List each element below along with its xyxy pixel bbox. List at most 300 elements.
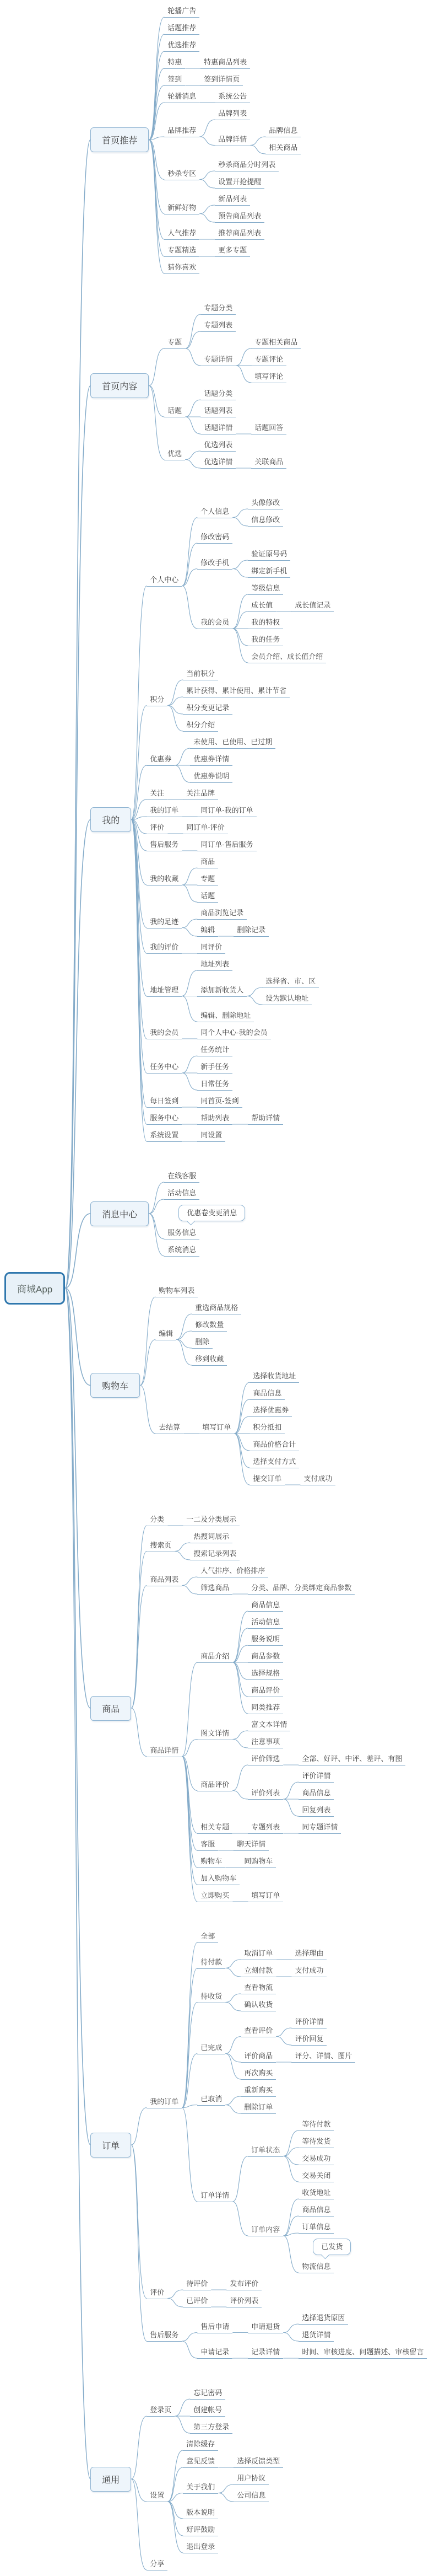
subtopic[interactable]: 选择退货原因 — [299, 2312, 348, 2325]
mind-node — [147, 1514, 405, 1526]
subtopic[interactable]: 话题 — [197, 890, 218, 903]
subtopic[interactable]: 忘记密码 — [190, 2387, 225, 2400]
mind-node — [299, 2119, 334, 2131]
mind-node-labelwrap — [291, 600, 334, 612]
subtopic[interactable]: 签到详情页 — [200, 74, 243, 86]
mind-node — [200, 457, 286, 469]
subtopic[interactable]: 当前积分 — [183, 668, 218, 680]
subtopic[interactable]: 全部 — [197, 1931, 218, 1943]
subtopic[interactable]: 关注 — [147, 788, 167, 800]
subtopic[interactable]: 帮助详情 — [248, 1113, 283, 1125]
subtopic[interactable]: 取消订单 — [241, 1948, 276, 1960]
subtopic[interactable]: 系统设置 — [147, 1130, 182, 1142]
mind-node — [299, 2239, 351, 2273]
subtopic[interactable]: 商品列表 — [147, 1574, 182, 1586]
subtopic[interactable]: 评价详情 — [291, 2016, 327, 2028]
mind-node-labelwrap — [299, 2170, 334, 2182]
subtopic[interactable]: 特惠 — [164, 57, 185, 69]
subtopic[interactable]: 选择规格 — [248, 1668, 283, 1680]
mind-node-children — [248, 2119, 351, 2273]
subtopic[interactable]: 日常任务 — [197, 1078, 232, 1091]
subtopic[interactable]: 热搜词展示 — [190, 1531, 232, 1543]
subtopic[interactable]: 已完成 — [197, 2042, 225, 2054]
subtopic[interactable]: 订单信息 — [299, 2221, 334, 2234]
subtopic[interactable]: 清除缓存 — [183, 2439, 218, 2451]
subtopic[interactable]: 品牌详情 — [215, 134, 250, 146]
subtopic[interactable]: 选择优惠券 — [249, 1405, 292, 1417]
branch-topic[interactable]: 首页内容 — [90, 373, 149, 398]
subtopic[interactable]: 个人信息 — [197, 506, 232, 518]
subtopic[interactable]: 填写订单 — [199, 1422, 234, 1434]
subtopic[interactable]: 评价回复 — [291, 2033, 327, 2046]
subtopic[interactable]: 个人中心 — [147, 575, 182, 587]
subtopic[interactable]: 商品评价 — [197, 1779, 232, 1791]
subtopic[interactable]: 筛选商品 — [197, 1582, 232, 1595]
root-topic[interactable]: 商城App — [4, 1272, 65, 1305]
subtopic[interactable]: 搜索记录列表 — [190, 1548, 240, 1560]
subtopic[interactable]: 图文详情 — [197, 1728, 232, 1740]
branch-topic[interactable]: 购物车 — [90, 1373, 140, 1398]
subtopic[interactable]: 相关商品 — [265, 142, 301, 154]
mind-node-children — [251, 457, 286, 469]
mind-node — [164, 91, 301, 103]
mind-node-labelwrap — [299, 2187, 334, 2199]
subtopic[interactable]: 注意事项 — [248, 1736, 283, 1748]
mind-node-labelwrap — [248, 651, 326, 663]
subtopic[interactable]: 填写订单 — [248, 1890, 283, 1902]
subtopic[interactable]: 编辑、删除地址 — [197, 1010, 254, 1022]
subtopic[interactable]: 优惠券说明 — [190, 771, 232, 783]
mind-node — [248, 1617, 283, 1629]
mind-node-labelwrap — [183, 822, 227, 834]
subtopic[interactable]: 商品浏览记录 — [197, 908, 247, 920]
mind-node — [291, 2051, 355, 2063]
branch-topic[interactable]: 通用 — [90, 2467, 131, 2492]
subtopic[interactable]: 支付成功 — [300, 1473, 335, 1485]
mind-node-labelwrap — [251, 371, 286, 383]
subtopic[interactable]: 专题 — [164, 337, 185, 349]
subtopic[interactable]: 同购物车 — [241, 1856, 276, 1868]
subtopic[interactable]: 交易成功 — [299, 2153, 334, 2165]
subtopic[interactable]: 修改手机 — [197, 557, 232, 570]
subtopic[interactable]: 删除订单 — [241, 2102, 276, 2114]
subtopic[interactable]: 购物车列表 — [155, 1285, 198, 1297]
subtopic[interactable]: 查看物流 — [241, 1982, 276, 1994]
subtopic[interactable]: 地址管理 — [147, 985, 182, 997]
subtopic[interactable]: 重选商品规格 — [192, 1302, 241, 1314]
mind-node-labelwrap — [90, 373, 149, 398]
subtopic[interactable]: 新鲜好物 — [164, 202, 199, 214]
subtopic[interactable]: 第三方登录 — [190, 2422, 232, 2434]
subtopic[interactable]: 优惠券 — [147, 754, 175, 766]
subtopic[interactable]: 用户协议 — [234, 2473, 269, 2485]
subtopic[interactable]: 绑定新手机 — [248, 566, 290, 578]
mind-node — [251, 354, 301, 366]
subtopic[interactable]: 新手任务 — [197, 1061, 232, 1074]
subtopic[interactable]: 关注品牌 — [183, 788, 218, 800]
subtopic[interactable]: 评分、详情、图片 — [291, 2051, 355, 2063]
subtopic[interactable]: 我的特权 — [248, 617, 283, 629]
branch-topic[interactable]: 消息中心 — [90, 1201, 149, 1226]
mind-node — [164, 262, 301, 274]
subtopic[interactable]: 轮播广告 — [164, 6, 199, 18]
subtopic[interactable]: 已取消 — [197, 2094, 225, 2106]
subtopic[interactable]: 同订单-评价 — [183, 822, 227, 834]
subtopic[interactable]: 预告商品列表 — [215, 211, 264, 223]
subtopic[interactable]: 立即购买 — [197, 1890, 232, 1902]
subtopic[interactable]: 新品列表 — [215, 194, 250, 206]
subtopic[interactable]: 专题列表 — [248, 1822, 283, 1834]
branch-topic[interactable]: 订单 — [90, 2133, 131, 2158]
mind-node — [241, 2068, 355, 2080]
subtopic[interactable]: 商品信息 — [249, 1388, 285, 1400]
mind-node — [299, 1770, 334, 1783]
subtopic[interactable]: 评价筛选 — [248, 1753, 283, 1765]
subtopic[interactable]: 查看评价 — [241, 2025, 276, 2037]
subtopic[interactable]: 设置开抢提醒 — [215, 176, 264, 189]
subtopic[interactable]: 评价商品 — [241, 2051, 276, 2063]
subtopic[interactable]: 再次购买 — [241, 2068, 276, 2080]
subtopic[interactable]: 优惠券详情 — [190, 754, 232, 766]
mind-node — [164, 23, 301, 35]
mind-node — [147, 1531, 405, 1560]
mind-node — [248, 1600, 283, 1612]
subtopic[interactable]: 我的订单 — [147, 805, 182, 817]
subtopic[interactable]: 申请退货 — [248, 2321, 283, 2333]
mind-node — [300, 1473, 335, 1485]
subtopic[interactable]: 分享 — [147, 2558, 167, 2570]
subtopic[interactable]: 回复列表 — [299, 1805, 334, 1817]
mind-node-children — [299, 2187, 351, 2273]
subtopic[interactable]: 发布评价 — [226, 2278, 262, 2290]
subtopic[interactable]: 成长值记录 — [291, 600, 334, 612]
subtopic[interactable]: 服务信息 — [164, 1227, 199, 1239]
subtopic[interactable]: 累计获得、累计使用、累计节省 — [183, 685, 290, 697]
mind-node-labelwrap — [90, 2467, 131, 2492]
mind-node-labelwrap — [249, 1439, 299, 1451]
subtopic[interactable]: 评价列表 — [226, 2295, 262, 2307]
subtopic[interactable]: 同个人中心-我的会员 — [197, 1027, 270, 1039]
mind-node-labelwrap — [248, 1617, 283, 1629]
mind-node-labelwrap — [183, 702, 232, 715]
mind-node-children — [200, 57, 250, 69]
subtopic[interactable]: 积分抵扣 — [249, 1422, 285, 1434]
subtopic[interactable]: 公司信息 — [234, 2490, 269, 2502]
subtopic[interactable]: 系统公告 — [215, 91, 250, 103]
mind-node — [241, 2016, 355, 2046]
subtopic[interactable]: 同类推荐 — [248, 1702, 283, 1714]
subtopic[interactable]: 地址列表 — [197, 959, 232, 971]
mind-node — [197, 908, 269, 920]
mind-node-labelwrap — [248, 1113, 283, 1125]
subtopic[interactable]: 编辑 — [197, 925, 218, 937]
mind-node-children — [197, 856, 218, 903]
subtopic[interactable]: 加入购物车 — [197, 1873, 240, 1885]
branch-topic[interactable]: 首页推荐 — [90, 127, 149, 152]
subtopic[interactable]: 富文本详情 — [248, 1719, 290, 1731]
subtopic[interactable]: 提交订单 — [249, 1473, 285, 1485]
subtopic[interactable]: 设置 — [147, 2490, 167, 2502]
subtopic[interactable]: 同订单-售后服务 — [197, 839, 256, 851]
subtopic[interactable]: 我的足迹 — [147, 916, 182, 929]
subtopic[interactable]: 订单状态 — [248, 2145, 283, 2157]
subtopic[interactable]: 品牌列表 — [215, 108, 250, 120]
subtopic[interactable]: 等待付款 — [299, 2119, 334, 2131]
subtopic[interactable]: 售后服务 — [147, 839, 182, 851]
subtopic[interactable]: 意见反馈 — [183, 2456, 218, 2468]
subtopic[interactable]: 选择支付方式 — [249, 1456, 299, 1468]
subtopic[interactable]: 头像修改 — [248, 497, 283, 509]
branch-topic[interactable]: 我的 — [90, 807, 131, 832]
subtopic[interactable]: 会员介绍、成长值介绍 — [248, 651, 326, 663]
subtopic[interactable]: 评价 — [147, 2287, 167, 2299]
subtopic[interactable]: 秒杀商品分时列表 — [215, 159, 279, 171]
mind-node — [299, 1788, 334, 1800]
subtopic[interactable]: 商品信息 — [248, 1600, 283, 1612]
mind-node — [265, 125, 301, 137]
subtopic[interactable]: 一二及分类展示 — [183, 1514, 240, 1526]
subtopic[interactable]: 立刻付款 — [241, 1965, 276, 1977]
mind-node-labelwrap — [248, 2321, 283, 2333]
subtopic[interactable]: 商品参数 — [248, 1651, 283, 1663]
subtopic[interactable]: 分类 — [147, 1514, 167, 1526]
subtopic[interactable]: 确认收货 — [241, 1999, 276, 2011]
subtopic[interactable]: 商品 — [197, 856, 218, 868]
subtopic[interactable]: 设为默认地址 — [262, 993, 312, 1005]
mind-node-children — [299, 2119, 334, 2182]
subtopic[interactable]: 优选推荐 — [164, 40, 199, 52]
mind-node-labelwrap — [147, 694, 167, 706]
subtopic[interactable]: 商品价格合计 — [249, 1439, 299, 1451]
subtopic[interactable]: 专题相关商品 — [251, 337, 301, 349]
subtopic[interactable]: 选择收货地址 — [249, 1371, 299, 1383]
subtopic[interactable]: 待收货 — [197, 1991, 225, 2003]
mind-node — [215, 211, 264, 223]
subtopic[interactable]: 搜索页 — [147, 1540, 175, 1552]
mind-node — [248, 1890, 283, 1902]
subtopic[interactable]: 商品介绍 — [197, 1651, 232, 1663]
subtopic[interactable]: 积分介绍 — [183, 720, 218, 732]
subtopic[interactable]: 验证原号码 — [248, 549, 290, 561]
mind-node — [147, 1565, 405, 1595]
subtopic[interactable]: 关联商品 — [251, 457, 286, 469]
subtopic[interactable]: 我的收藏 — [147, 873, 182, 886]
mind-node-labelwrap — [299, 2204, 334, 2217]
subtopic[interactable]: 选择理由 — [291, 1948, 327, 1960]
subtopic[interactable]: 删除 — [192, 1337, 213, 1349]
mind-node-children — [299, 1770, 334, 1817]
subtopic[interactable]: 更多专题 — [215, 245, 250, 257]
subtopic[interactable]: 创建帐号 — [190, 2405, 225, 2417]
mind-node-children — [197, 839, 256, 851]
subtopic[interactable]: 服务说明 — [248, 1634, 283, 1646]
mind-node — [147, 1931, 427, 2273]
subtopic[interactable]: 特惠商品列表 — [200, 57, 250, 69]
subtopic[interactable]: 同专题详情 — [299, 1822, 341, 1834]
subtopic[interactable]: 话题回答 — [251, 422, 286, 434]
subtopic[interactable]: 每日签到 — [147, 1096, 182, 1108]
subtopic[interactable]: 售后申请 — [197, 2321, 232, 2333]
subtopic[interactable]: 话题推荐 — [164, 23, 199, 35]
subtopic[interactable]: 品牌信息 — [265, 125, 301, 137]
subtopic[interactable]: 话题分类 — [200, 388, 236, 400]
mind-node-labelwrap — [248, 1822, 283, 1834]
mind-node — [147, 959, 334, 1022]
subtopic[interactable]: 全部、好评、中评、差评、有图 — [299, 1753, 405, 1765]
subtopic[interactable]: 版本说明 — [183, 2507, 218, 2519]
subtopic[interactable]: 人气推荐 — [164, 228, 199, 240]
subtopic[interactable]: 系统消息 — [164, 1244, 199, 1257]
subtopic[interactable]: 专题评论 — [251, 354, 286, 366]
subtopic[interactable]: 帮助列表 — [197, 1113, 232, 1125]
mind-node — [197, 2119, 355, 2273]
subtopic[interactable]: 待评价 — [183, 2278, 211, 2290]
subtopic[interactable]: 专题精选 — [164, 245, 199, 257]
subtopic[interactable]: 专题分类 — [200, 303, 236, 315]
subtopic[interactable]: 话题详情 — [200, 422, 236, 434]
mind-node-labelwrap — [90, 127, 149, 152]
subtopic[interactable]: 选择反馈类型 — [234, 2456, 283, 2468]
subtopic[interactable]: 活动信息 — [164, 1188, 199, 1200]
mind-node-labelwrap — [248, 1702, 283, 1714]
subtopic[interactable]: 时间、审核进度、问题描述、审核留言 — [299, 2347, 427, 2359]
subtopic[interactable]: 订单内容 — [248, 2224, 283, 2236]
mind-node — [197, 549, 334, 578]
mind-node — [248, 1113, 283, 1125]
subtopic[interactable]: 退货详情 — [299, 2330, 334, 2342]
subtopic[interactable]: 购物车 — [197, 1856, 225, 1868]
subtopic[interactable]: 商品信息 — [299, 1788, 334, 1800]
subtopic[interactable]: 等待发货 — [299, 2136, 334, 2148]
mind-node-labelwrap — [215, 108, 250, 120]
subtopic[interactable]: 我的评价 — [147, 942, 182, 954]
subtopic[interactable]: 商品详情 — [147, 1745, 182, 1757]
subtopic[interactable]: 删除记录 — [234, 925, 269, 937]
subtopic[interactable]: 未使用、已使用、已过期 — [190, 737, 275, 749]
subtopic[interactable]: 优选详情 — [200, 457, 236, 469]
subtopic[interactable]: 同订单-我的订单 — [197, 805, 256, 817]
mind-node-labelwrap — [200, 457, 236, 469]
subtopic[interactable]: 话题列表 — [200, 405, 236, 417]
mind-node — [147, 2439, 283, 2553]
subtopic[interactable]: 同评价 — [197, 942, 225, 954]
subtopic[interactable]: 待付款 — [197, 1957, 225, 1969]
subtopic[interactable]: 修改数量 — [192, 1319, 227, 1332]
subtopic[interactable]: 填写评论 — [251, 371, 286, 383]
subtopic[interactable]: 同首页-签到 — [197, 1096, 242, 1108]
subtopic[interactable]: 售后服务 — [147, 2330, 182, 2342]
subtopic[interactable]: 专题 — [197, 873, 218, 886]
subtopic[interactable]: 关于我们 — [183, 2482, 218, 2494]
subtopic[interactable]: 等级信息 — [248, 583, 283, 595]
mind-node — [197, 583, 334, 663]
subtopic[interactable]: 信息修改 — [248, 514, 283, 527]
subtopic[interactable]: 优选列表 — [200, 439, 236, 452]
subtopic[interactable]: 任务统计 — [197, 1044, 232, 1056]
mind-node-children — [248, 497, 283, 527]
subtopic[interactable]: 同设置 — [197, 1130, 225, 1142]
mind-node-labelwrap — [164, 74, 185, 86]
subtopic[interactable]: 专题详情 — [200, 354, 236, 366]
mind-node-children — [192, 1302, 241, 1366]
mind-node — [183, 2456, 283, 2468]
subtopic[interactable]: 积分变更记录 — [183, 702, 232, 715]
subtopic[interactable]: 编辑 — [155, 1328, 176, 1340]
mind-node-children — [248, 549, 290, 578]
mind-node — [249, 1439, 335, 1451]
subtopic[interactable]: 积分 — [147, 694, 167, 706]
mind-node — [197, 873, 218, 886]
mind-node-labelwrap — [265, 142, 301, 154]
subtopic[interactable]: 专题列表 — [200, 320, 236, 332]
subtopic[interactable]: 任务中心 — [147, 1061, 182, 1074]
subtopic[interactable]: 选择省、市、区 — [262, 976, 319, 988]
subtopic[interactable]: 推荐商品列表 — [215, 228, 264, 240]
mind-node — [183, 2541, 283, 2553]
subtopic[interactable]: 活动信息 — [248, 1617, 283, 1629]
subtopic[interactable]: 我的任务 — [248, 634, 283, 646]
subtopic[interactable]: 评价 — [147, 822, 167, 834]
subtopic[interactable]: 服务中心 — [147, 1113, 182, 1125]
subtopic[interactable]: 我的订单 — [147, 2096, 182, 2108]
subtopic[interactable]: 聊天详情 — [234, 1839, 269, 1851]
subtopic[interactable]: 好评鼓励 — [183, 2524, 218, 2536]
subtopic[interactable]: 商品信息 — [299, 2204, 334, 2217]
mind-node-children — [291, 1965, 327, 1977]
subtopic[interactable]: 在线客服 — [164, 1171, 199, 1183]
subtopic[interactable]: 收货地址 — [299, 2187, 334, 2199]
subtopic[interactable]: 评价列表 — [248, 1788, 283, 1800]
subtopic[interactable]: 记录详情 — [248, 2347, 283, 2359]
subtopic[interactable]: 订单详情 — [197, 2190, 232, 2202]
subtopic[interactable]: 重新购买 — [241, 2085, 276, 2097]
subtopic[interactable]: 秒杀专区 — [164, 168, 199, 180]
subtopic[interactable]: 客服 — [197, 1839, 218, 1851]
subtopic[interactable]: 轮播消息 — [164, 91, 199, 103]
subtopic[interactable]: 修改密码 — [197, 532, 232, 544]
subtopic[interactable]: 物流信息 — [299, 2261, 334, 2273]
subtopic[interactable]: 登录页 — [147, 2405, 175, 2417]
subtopic[interactable]: 移到收藏 — [192, 1354, 227, 1366]
subtopic[interactable]: 我的会员 — [147, 1027, 182, 1039]
subtopic[interactable]: 签到 — [164, 74, 185, 86]
subtopic[interactable]: 退出登录 — [183, 2541, 218, 2553]
subtopic[interactable]: 商品评价 — [248, 1685, 283, 1697]
subtopic[interactable]: 人气排序、价格排序 — [197, 1565, 268, 1577]
subtopic[interactable]: 分类、品牌、分类绑定商品参数 — [248, 1582, 355, 1595]
mind-node-children — [183, 2439, 283, 2553]
mind-node-labelwrap — [147, 1130, 182, 1142]
subtopic[interactable]: 去结算 — [155, 1422, 183, 1434]
subtopic[interactable]: 相关专题 — [197, 1822, 232, 1834]
subtopic[interactable]: 优选 — [164, 448, 185, 460]
subtopic[interactable]: 交易关闭 — [299, 2170, 334, 2182]
subtopic[interactable]: 评价详情 — [299, 1770, 334, 1783]
mind-node-labelwrap — [200, 439, 236, 452]
subtopic[interactable]: 申请记录 — [197, 2347, 232, 2359]
branch-topic[interactable]: 商品 — [90, 1696, 131, 1721]
subtopic[interactable]: 话题 — [164, 405, 185, 417]
subtopic[interactable]: 已评价 — [183, 2295, 211, 2307]
subtopic[interactable]: 支付成功 — [291, 1965, 327, 1977]
mind-node-children — [215, 228, 264, 240]
subtopic[interactable]: 猜你喜欢 — [164, 262, 199, 274]
subtopic[interactable]: 添加新收货人 — [197, 985, 247, 997]
mind-node — [248, 617, 334, 629]
subtopic[interactable]: 成长值 — [248, 600, 276, 612]
subtopic[interactable]: 我的会员 — [197, 617, 232, 629]
subtopic[interactable]: 品牌推荐 — [164, 125, 199, 137]
